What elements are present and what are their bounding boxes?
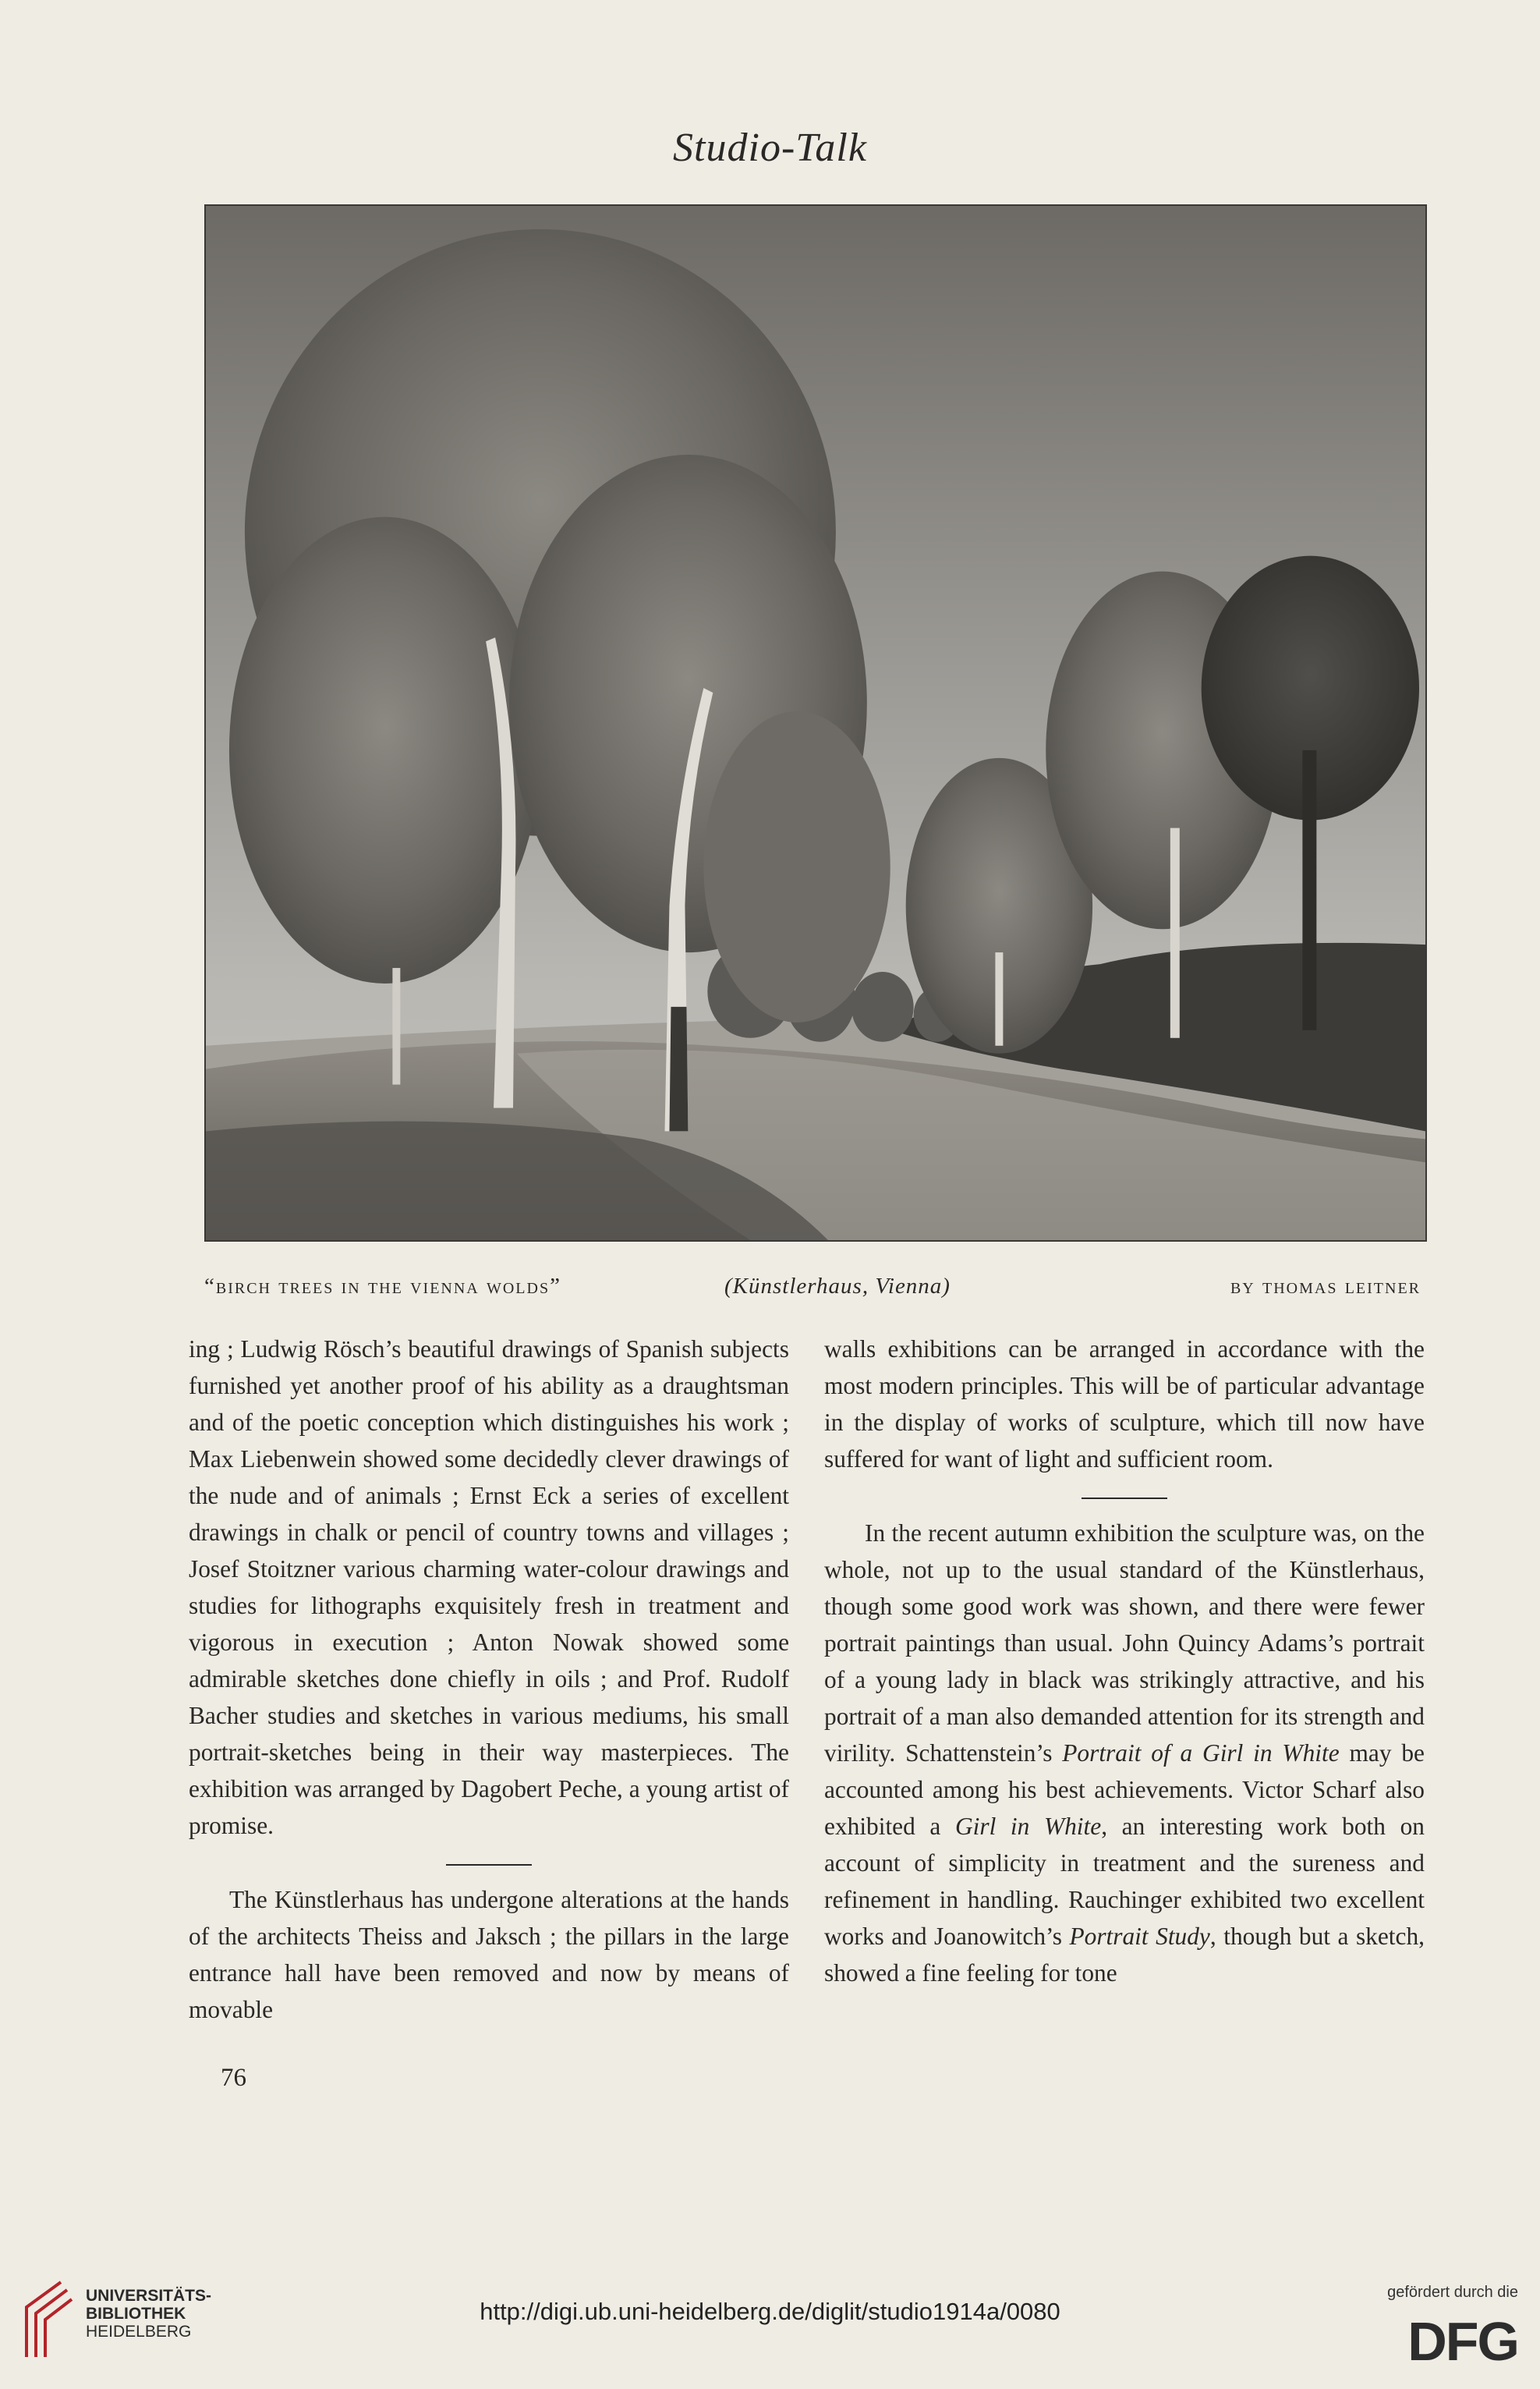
text-run: , though but a sketch, showed a fine feeling for tone xyxy=(824,1923,1425,1987)
text-run: may be accounted among his best achievements. Victor Scharf also exhibited a xyxy=(824,1739,1425,1840)
dfg-logo-text: DFG xyxy=(1407,2315,1518,2365)
digitization-footer xyxy=(0,2262,1540,2389)
caption-artist: by thomas leitner xyxy=(1230,1274,1421,1299)
work-title-portrait-girl-in-white: Portrait of a Girl in White xyxy=(1062,1739,1340,1767)
right-paragraph-2 xyxy=(824,1515,1425,1991)
dfg-logo-icon xyxy=(1373,2315,1518,2365)
birch-trees-photograph xyxy=(204,204,1427,1242)
plate-caption xyxy=(204,1274,1427,1305)
left-paragraph-2: The Künstlerhaus has undergone alterations at the hands of the architects Theiss and Jaksch ; the pillars in the large entrance hall have been removed and now by means of movable xyxy=(189,1886,789,2023)
right-column xyxy=(824,1331,1425,1991)
section-rule xyxy=(446,1864,532,1866)
caption-venue: (Künstlerhaus, Vienna) xyxy=(724,1274,951,1299)
page-number: 76 xyxy=(221,2064,246,2092)
left-paragraph-1: ing ; Ludwig Rösch’s beautiful drawings of Spanish subjects furnished yet another proof of his ability as a draughtsman and of the poetic conception which distinguishes his work ; Max Liebenwein showed some decidedly clever drawings of the nude and of animals ; Ernst Eck a series of excellent drawings in chalk or pencil of country towns and villages ; Josef Stoitzner various charming water-colour drawings and studies for lithographs exquisitely fresh in treatment and vigorous in execution ; Anton Nowak showed some admirable sketches done chiefly in oils ; and Prof. Rudolf Bacher studies and sketches in various mediums, his small portrait-sketches being in their way masterpieces. The exhibition was arranged by Dagobert Peche, a young artist of promise. xyxy=(189,1335,789,1839)
text-run: , an interesting work both on account of simplicity in treatment and the sureness and refinement in handling. Rauchinger exhibited two excellent works and Joanowitch’s xyxy=(824,1813,1425,1950)
right-paragraph-1: walls exhibitions can be arranged in accordance with the most modern principles. This will be of particular advantage in the display of works of sculpture, which till now have suffered for want of light and sufficient room. xyxy=(824,1335,1425,1473)
left-column xyxy=(189,1331,789,2028)
library-name-line-2: BIBLIOTHEK xyxy=(86,2305,186,2323)
work-title-girl-in-white: Girl in White xyxy=(954,1813,1102,1840)
work-title-portrait-study: Portrait Study xyxy=(1069,1923,1210,1950)
funder-label: gefördert durch die xyxy=(1387,2284,1518,2301)
text-run: In the recent autumn exhibition the sculpture was, on the whole, not up to the usual standard of the Künstlerhaus, though some good work was shown, and there were fewer portrait paintings than usual. John Quincy Adams’s portrait of a young lady in black was strikingly attractive, and his portrait of a man also demanded attention for its strength and virility. Schattenstein’s xyxy=(824,1519,1425,1767)
library-name-line-1: UNIVERSITÄTS- xyxy=(86,2287,212,2305)
running-head: Studio-Talk xyxy=(673,126,867,170)
permalink-url[interactable]: http://digi.ub.uni-heidelberg.de/diglit/studio1914a/0080 xyxy=(480,2298,1060,2325)
library-name-line-3: HEIDELBERG xyxy=(86,2323,192,2341)
section-rule xyxy=(1082,1498,1167,1499)
caption-title: “birch trees in the vienna wolds” xyxy=(204,1274,561,1299)
landscape-illustration xyxy=(206,206,1425,1240)
